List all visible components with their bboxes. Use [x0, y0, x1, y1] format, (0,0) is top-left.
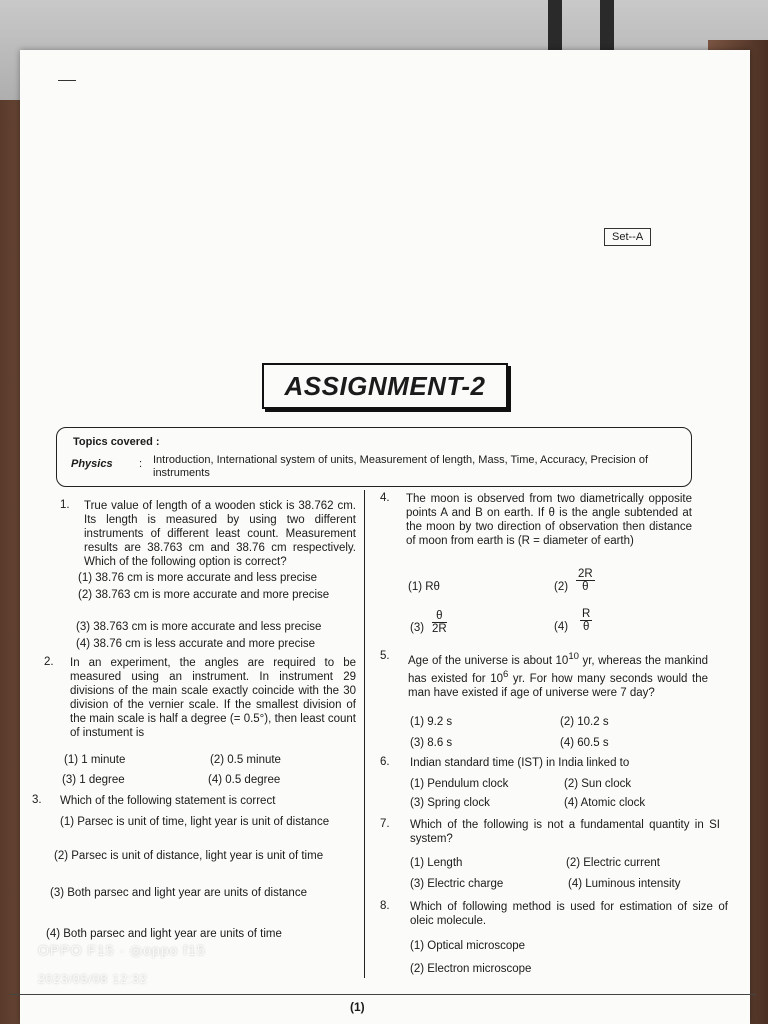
camera-watermark-timestamp: 2023/05/08 12:32 [38, 972, 148, 986]
question-7-option-3: (3) Electric charge [410, 878, 504, 890]
question-8-option-2: (2) Electron microscope [410, 963, 532, 975]
question-6-option-4: (4) Atomic clock [564, 797, 646, 809]
column-divider [364, 490, 365, 978]
question-3-text: Which of the following statement is correct [60, 795, 276, 807]
question-number: 5. [380, 650, 390, 662]
question-4-text: The moon is observed from two diametrically opposite points A and B on earth. If θ is the angle subtended at the moon by two direction of observation then distance of moon from earth is (R = diameter of earth) [406, 493, 692, 547]
question-7-text: Which of the following is not a fundamental quantity in SI system? [410, 819, 720, 845]
question-number: 7. [380, 818, 390, 830]
question-4-option-3-label: (3) [410, 622, 425, 634]
exponent: 10 [568, 651, 579, 662]
question-3-option-1: (1) Parsec is unit of time, light year is unit of distance [60, 816, 330, 828]
topics-description: Introduction, International system of units, Measurement of length, Mass, Time, Accuracy, Precision of instruments [153, 454, 649, 479]
topics-subject: Physics [71, 458, 113, 470]
page-number: (1) [350, 1000, 365, 1014]
question-4-option-1: (1) Rθ [408, 581, 440, 593]
question-2-option-2: (2) 0.5 minute [210, 754, 281, 766]
question-6-option-3: (3) Spring clock [410, 797, 490, 809]
question-5-text-part: Age of the universe is about 10 [408, 654, 569, 667]
assignment-title: ASSIGNMENT-2 [262, 363, 508, 409]
fraction-denominator: θ [582, 581, 589, 593]
exponent: 6 [503, 668, 509, 680]
question-number: 8. [380, 900, 390, 912]
question-2-option-1: (1) 1 minute [64, 754, 126, 766]
question-4-option-3-fraction [432, 610, 447, 635]
set-label: Set--A [604, 228, 651, 246]
fraction-denominator: 2R [432, 623, 447, 635]
camera-watermark-brand: OPPO F15 · ◎oppo f15 [38, 942, 206, 958]
question-number: 4. [380, 492, 390, 504]
fraction-numerator: 2R [578, 568, 593, 580]
question-number: 2. [44, 656, 54, 668]
question-5-option-2: (2) 10.2 s [560, 716, 609, 728]
question-2-option-3: (3) 1 degree [62, 774, 125, 786]
question-7-option-2: (2) Electric current [566, 857, 660, 869]
question-5-option-1: (1) 9.2 s [410, 716, 453, 728]
question-8-option-1: (1) Optical microscope [410, 940, 526, 952]
question-6-option-2: (2) Sun clock [564, 778, 632, 790]
question-2-option-4: (4) 0.5 degree [208, 774, 281, 786]
question-3-option-4: (4) Both parsec and light year are units of time [46, 928, 282, 940]
assignment-paper [20, 50, 750, 1024]
question-8-text: Which of following method is used for estimation of size of oleic molecule. [410, 901, 728, 927]
footer-rule [10, 994, 756, 995]
question-4-option-2-label: (2) [554, 581, 569, 593]
question-5-option-3: (3) 8.6 s [410, 737, 453, 749]
topics-heading: Topics covered : [73, 436, 160, 448]
question-1-text: True value of length of a wooden stick is 38.762 cm. Its length is measured by using two different instruments of different least count. Measurement results are 38.763 cm and 38.76 cm respectively. Which of the following option is correct? [84, 500, 356, 568]
question-number: 1. [60, 499, 70, 511]
question-5-text [408, 650, 708, 700]
question-number: 3. [32, 794, 42, 806]
question-4-option-4-fraction [580, 608, 592, 633]
question-7-option-1: (1) Length [410, 857, 463, 869]
question-1-option-4: (4) 38.76 cm is less accurate and more precise [76, 638, 316, 650]
corner-dash [58, 80, 76, 81]
topics-box [56, 427, 692, 487]
question-1-option-1: (1) 38.76 cm is more accurate and less precise [78, 572, 318, 584]
question-1-option-2: (2) 38.763 cm is more accurate and more precise [78, 589, 330, 601]
question-5-text-part: yr. For how many seconds would the man have existed if age of universe were 7 day? [408, 672, 709, 699]
topics-colon: : [139, 458, 143, 470]
fraction-numerator: R [582, 608, 591, 620]
question-4-option-2-fraction [576, 568, 595, 593]
question-2-text: In an experiment, the angles are required to be measured using an instrument. In instrument 29 divisions of the main scale exactly coincide with the 30 division of the vernier scale. If the smallest division of the main scale is half a degree (= 0.5°), then least count of instument is [70, 657, 356, 739]
question-number: 6. [380, 756, 390, 768]
question-5-text-part: yr, whereas the mankind has existed for 10 [408, 654, 709, 685]
question-6-text: Indian standard time (IST) in India linked to [410, 757, 630, 769]
question-4-option-4-label: (4) [554, 621, 569, 633]
question-5-option-4: (4) 60.5 s [560, 737, 609, 749]
question-1-option-3: (3) 38.763 cm is more accurate and less precise [76, 621, 322, 633]
question-7-option-4: (4) Luminous intensity [568, 878, 681, 890]
question-3-option-3: (3) Both parsec and light year are units of distance [50, 887, 307, 899]
fraction-numerator: θ [432, 610, 447, 623]
question-3-option-2: (2) Parsec is unit of distance, light year is unit of time [54, 850, 324, 862]
question-6-option-1: (1) Pendulum clock [410, 778, 509, 790]
fraction-denominator: θ [582, 621, 590, 633]
